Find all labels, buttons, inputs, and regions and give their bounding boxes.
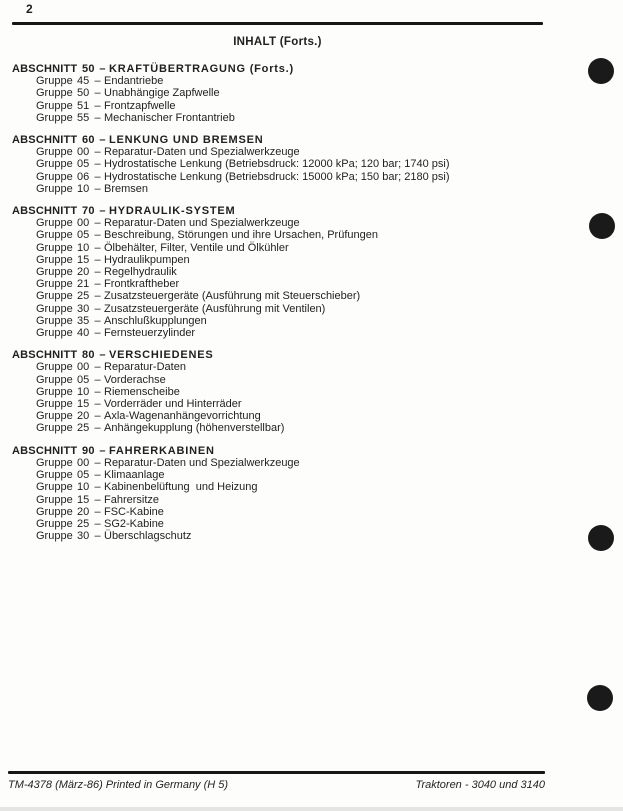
- group-number: 25: [77, 290, 90, 303]
- toc-group-row: [12, 469, 572, 481]
- group-dash: –: [94, 481, 101, 494]
- group-title: Ölbehälter, Filter, Ventile und Ölkühler: [104, 241, 289, 254]
- group-number: 05: [77, 229, 90, 242]
- toc-group-row: [12, 146, 572, 158]
- group-title: Riemenscheibe: [104, 385, 180, 398]
- binding-dot: [587, 685, 613, 711]
- section-heading: [12, 445, 572, 457]
- group-title: Reparatur-Daten und Spezialwerkzeuge: [104, 146, 300, 159]
- group-number: 20: [77, 266, 90, 279]
- group-label: Gruppe: [36, 530, 73, 543]
- section-heading: [12, 205, 572, 217]
- group-title: Frontzapfwelle: [104, 99, 176, 112]
- group-number: 05: [77, 373, 90, 386]
- section-dash: –: [99, 63, 106, 75]
- group-dash: –: [94, 111, 101, 124]
- group-number: 35: [77, 314, 90, 327]
- group-label: Gruppe: [36, 266, 73, 279]
- group-dash: –: [94, 314, 101, 327]
- group-label: Gruppe: [36, 314, 73, 327]
- toc-group-row: [12, 361, 572, 373]
- group-number: 40: [77, 327, 90, 340]
- group-number: 25: [77, 517, 90, 530]
- group-number: 25: [77, 422, 90, 435]
- group-dash: –: [94, 290, 101, 303]
- toc-group-row: [12, 506, 572, 518]
- group-title: FSC-Kabine: [104, 505, 164, 518]
- group-title: Klimaanlage: [104, 469, 165, 482]
- group-dash: –: [94, 75, 101, 88]
- group-label: Gruppe: [36, 99, 73, 112]
- group-title: Anhängekupplung (höhenverstellbar): [104, 422, 285, 435]
- group-label: Gruppe: [36, 182, 73, 195]
- group-dash: –: [94, 422, 101, 435]
- toc-group-row: [12, 386, 572, 398]
- group-title: Anschlußkupplungen: [104, 314, 207, 327]
- group-title: Kabinenbelüftung und Heizung: [104, 481, 258, 494]
- toc-group-row: [12, 327, 572, 339]
- group-title: Reparatur-Daten: [104, 361, 186, 374]
- group-dash: –: [94, 530, 101, 543]
- group-number: 00: [77, 146, 90, 159]
- group-dash: –: [94, 217, 101, 230]
- group-title: Mechanischer Frontantrieb: [104, 111, 235, 124]
- page-title: INHALT (Forts.): [233, 36, 322, 48]
- section-title: FAHRERKABINEN: [109, 444, 215, 457]
- section-title: VERSCHIEDENES: [109, 349, 214, 362]
- toc-group-row: [12, 183, 572, 195]
- group-title: Unabhängige Zapfwelle: [104, 87, 220, 100]
- top-rule: [12, 22, 543, 25]
- group-title: Endantriebe: [104, 75, 164, 88]
- toc-group-row: [12, 229, 572, 241]
- toc-group-row: [12, 422, 572, 434]
- section-label: ABSCHNITT: [12, 134, 78, 147]
- group-dash: –: [94, 327, 101, 340]
- toc-group-row: [12, 87, 572, 99]
- group-title: Axla-Wagenanhängevorrichtung: [104, 410, 261, 423]
- group-title: Zusatzsteuergeräte (Ausführung mit Steuerschieber): [104, 290, 361, 303]
- section-dash: –: [99, 205, 106, 218]
- group-label: Gruppe: [36, 217, 73, 230]
- group-label: Gruppe: [36, 422, 73, 435]
- section-heading: [12, 134, 572, 146]
- group-dash: –: [94, 253, 101, 266]
- footer-rule: [8, 771, 545, 774]
- section-number: 80: [82, 349, 95, 362]
- group-label: Gruppe: [36, 456, 73, 469]
- group-number: 00: [77, 456, 90, 469]
- toc-group-row: [12, 158, 572, 170]
- group-dash: –: [94, 469, 101, 482]
- group-label: Gruppe: [36, 75, 73, 88]
- binding-dot: [588, 525, 614, 551]
- group-title: Regelhydraulik: [104, 266, 177, 279]
- binding-dot: [589, 213, 615, 239]
- group-number: 20: [77, 505, 90, 518]
- section-label: ABSCHNITT: [12, 205, 78, 218]
- section-label: ABSCHNITT: [12, 444, 78, 457]
- section-title: LENKUNG UND BREMSEN: [109, 134, 264, 147]
- toc-section: [12, 134, 572, 195]
- group-dash: –: [94, 266, 101, 279]
- group-label: Gruppe: [36, 517, 73, 530]
- group-title: Hydrostatische Lenkung (Betriebsdruck: 12000 kPa; 120 bar; 1740 psi): [104, 158, 450, 171]
- group-number: 50: [77, 87, 90, 100]
- table-of-contents: [12, 63, 572, 542]
- group-label: Gruppe: [36, 253, 73, 266]
- group-number: 05: [77, 158, 90, 171]
- section-heading: [12, 349, 572, 361]
- group-title: Beschreibung, Störungen und ihre Ursachen, Prüfungen: [104, 229, 378, 242]
- group-dash: –: [94, 493, 101, 506]
- section-dash: –: [99, 444, 106, 457]
- group-dash: –: [94, 241, 101, 254]
- group-number: 06: [77, 170, 90, 183]
- group-title: Vorderachse: [104, 373, 166, 386]
- toc-section: [12, 349, 572, 434]
- group-label: Gruppe: [36, 481, 73, 494]
- toc-group-row: [12, 410, 572, 422]
- group-label: Gruppe: [36, 398, 73, 411]
- group-dash: –: [94, 182, 101, 195]
- group-title: Reparatur-Daten und Spezialwerkzeuge: [104, 456, 300, 469]
- group-label: Gruppe: [36, 361, 73, 374]
- group-label: Gruppe: [36, 111, 73, 124]
- toc-group-row: [12, 518, 572, 530]
- group-number: 10: [77, 385, 90, 398]
- page-number: 2: [26, 2, 33, 16]
- group-dash: –: [94, 278, 101, 291]
- section-dash: –: [99, 134, 106, 147]
- group-dash: –: [94, 170, 101, 183]
- toc-section: [12, 205, 572, 339]
- group-number: 20: [77, 410, 90, 423]
- group-label: Gruppe: [36, 302, 73, 315]
- group-label: Gruppe: [36, 469, 73, 482]
- toc-group-row: [12, 315, 572, 327]
- group-number: 15: [77, 493, 90, 506]
- group-label: Gruppe: [36, 505, 73, 518]
- section-number: 90: [82, 444, 95, 457]
- section-label: ABSCHNITT: [12, 63, 78, 75]
- group-number: 10: [77, 241, 90, 254]
- toc-section: [12, 445, 572, 543]
- group-title: Überschlagschutz: [104, 530, 192, 543]
- group-label: Gruppe: [36, 410, 73, 423]
- group-number: 15: [77, 253, 90, 266]
- toc-group-row: [12, 242, 572, 254]
- group-title: Fernsteuerzylinder: [104, 327, 196, 340]
- group-title: Frontkraftheber: [104, 278, 180, 291]
- group-title: Hydrostatische Lenkung (Betriebsdruck: 15000 kPa; 150 bar; 2180 psi): [104, 170, 450, 183]
- group-label: Gruppe: [36, 158, 73, 171]
- group-number: 00: [77, 217, 90, 230]
- group-label: Gruppe: [36, 373, 73, 386]
- toc-group-row: [12, 398, 572, 410]
- group-title: Fahrersitze: [104, 493, 160, 506]
- group-label: Gruppe: [36, 278, 73, 291]
- group-label: Gruppe: [36, 385, 73, 398]
- group-dash: –: [94, 146, 101, 159]
- toc-group-row: [12, 494, 572, 506]
- toc-group-row: [12, 278, 572, 290]
- group-dash: –: [94, 410, 101, 423]
- toc-group-row: [12, 266, 572, 278]
- group-dash: –: [94, 385, 101, 398]
- group-number: 10: [77, 481, 90, 494]
- group-label: Gruppe: [36, 146, 73, 159]
- group-label: Gruppe: [36, 170, 73, 183]
- group-title: Bremsen: [104, 182, 149, 195]
- toc-group-row: [12, 481, 572, 493]
- toc-group-row: [12, 217, 572, 229]
- footer-right-text: Traktoren - 3040 und 3140: [415, 779, 545, 791]
- group-number: 55: [77, 111, 90, 124]
- toc-group-row: [12, 112, 572, 124]
- toc-group-row: [12, 75, 572, 87]
- toc-group-row: [12, 530, 572, 542]
- group-label: Gruppe: [36, 241, 73, 254]
- group-dash: –: [94, 87, 101, 100]
- toc-group-row: [12, 303, 572, 315]
- section-title: KRAFTÜBERTRAGUNG (Forts.): [109, 63, 294, 75]
- group-number: 30: [77, 530, 90, 543]
- footer: [8, 779, 545, 791]
- toc-group-row: [12, 290, 572, 302]
- group-dash: –: [94, 373, 101, 386]
- group-number: 10: [77, 182, 90, 195]
- group-dash: –: [94, 361, 101, 374]
- group-dash: –: [94, 398, 101, 411]
- group-title: Vorderräder und Hinterräder: [104, 398, 242, 411]
- group-number: 45: [77, 75, 90, 88]
- section-heading: [12, 63, 572, 75]
- group-number: 05: [77, 469, 90, 482]
- section-dash: –: [99, 349, 106, 362]
- group-number: 30: [77, 302, 90, 315]
- group-dash: –: [94, 229, 101, 242]
- group-number: 15: [77, 398, 90, 411]
- toc-group-row: [12, 100, 572, 112]
- group-title: SG2-Kabine: [104, 517, 164, 530]
- group-dash: –: [94, 505, 101, 518]
- toc-section: [12, 63, 572, 124]
- group-title: Reparatur-Daten und Spezialwerkzeuge: [104, 217, 300, 230]
- group-dash: –: [94, 99, 101, 112]
- section-title: HYDRAULIK-SYSTEM: [109, 205, 236, 218]
- group-dash: –: [94, 158, 101, 171]
- group-label: Gruppe: [36, 229, 73, 242]
- group-title: Hydraulikpumpen: [104, 253, 190, 266]
- toc-group-row: [12, 254, 572, 266]
- group-number: 00: [77, 361, 90, 374]
- binding-dot: [588, 58, 614, 84]
- group-number: 21: [77, 278, 90, 291]
- section-number: 70: [82, 205, 95, 218]
- group-label: Gruppe: [36, 290, 73, 303]
- footer-left-text: TM-4378 (März-86) Printed in Germany (H 5): [8, 779, 229, 791]
- group-number: 51: [77, 99, 90, 112]
- group-dash: –: [94, 517, 101, 530]
- section-number: 50: [82, 63, 95, 75]
- section-label: ABSCHNITT: [12, 349, 78, 362]
- group-label: Gruppe: [36, 493, 73, 506]
- toc-group-row: [12, 457, 572, 469]
- group-label: Gruppe: [36, 327, 73, 340]
- group-label: Gruppe: [36, 87, 73, 100]
- toc-group-row: [12, 374, 572, 386]
- group-title: Zusatzsteuergeräte (Ausführung mit Ventilen): [104, 302, 326, 315]
- toc-group-row: [12, 171, 572, 183]
- group-dash: –: [94, 302, 101, 315]
- section-number: 60: [82, 134, 95, 147]
- group-dash: –: [94, 456, 101, 469]
